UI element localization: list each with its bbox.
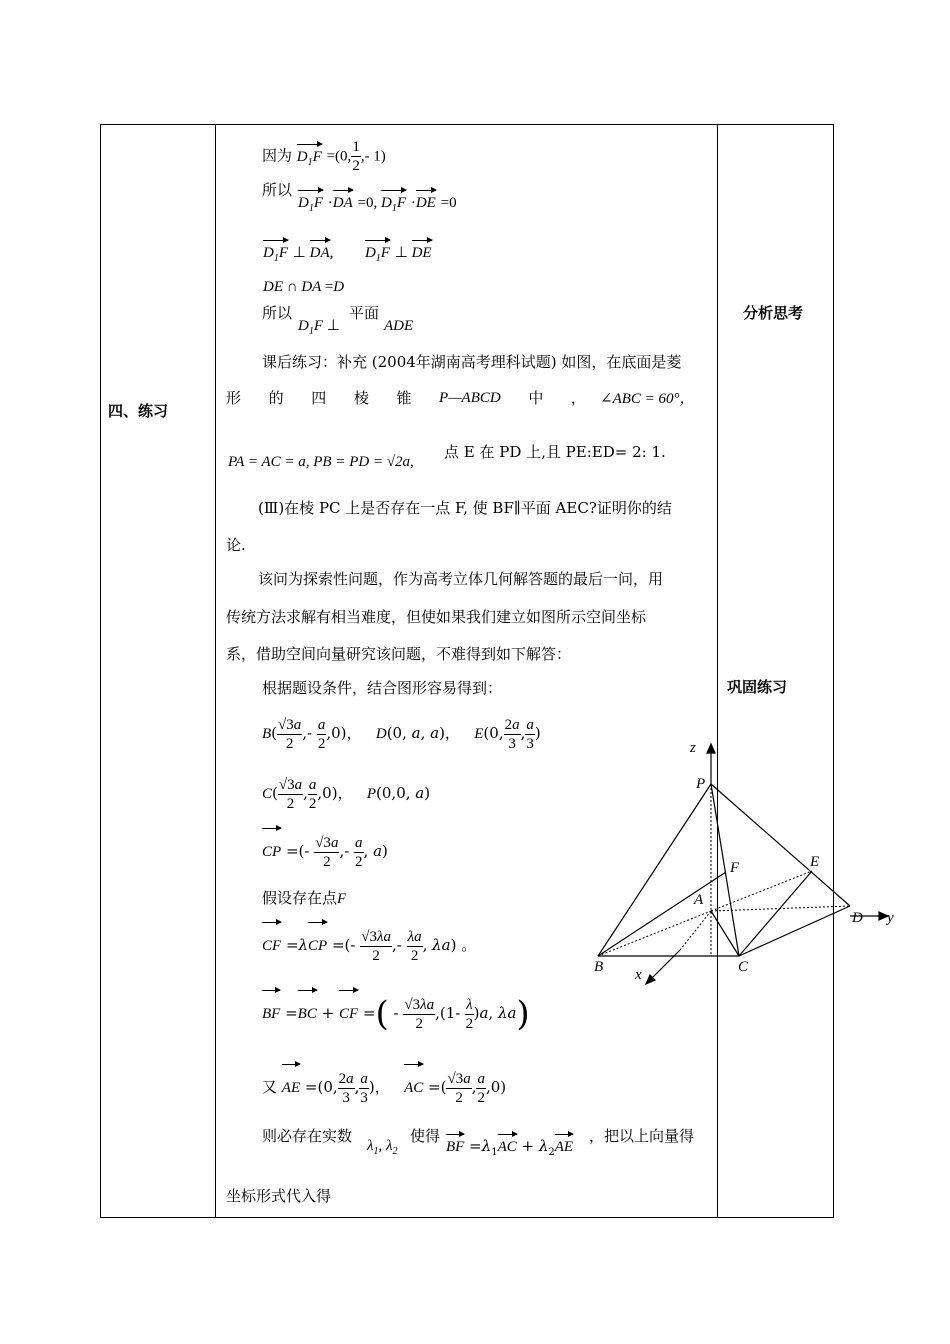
text-again: 又 bbox=[262, 1078, 278, 1096]
vector-d1f: $D_1F$ bbox=[298, 193, 323, 219]
label-a: A bbox=[694, 892, 704, 908]
label-p: P bbox=[696, 776, 706, 792]
text-assume: 假设存在点 bbox=[262, 889, 338, 907]
segment-ce bbox=[739, 871, 812, 956]
vector-ac: AC bbox=[404, 1067, 423, 1109]
math-line-plane-d1f: $D_1F$ ⊥ bbox=[298, 318, 340, 337]
label-d: D bbox=[852, 910, 863, 926]
vector-d1f: $D_1F$ bbox=[365, 243, 390, 269]
vector-da: DA bbox=[309, 245, 330, 261]
word: 四 bbox=[311, 389, 327, 407]
pyramid-figure bbox=[580, 736, 910, 986]
combination: BF $=\lambda_1AC + \lambda_2AE$ bbox=[446, 1137, 574, 1158]
vector-cf-line: CF =λCP =(- $\frac{√3\lambda a}{2}$ ,- $\frac{\lambda a}{2}$ , λa) 。 bbox=[262, 924, 476, 967]
vector-ae-ac-line: 又 AE =(0, $\frac{2a}{3}$ , $\frac{a}{3}$ )， AC =( $\frac{√3a}{2}$ , $\frac{a}{2}$ ,0) bbox=[262, 1066, 506, 1109]
paragraph-1-line1: 该问为探索性问题，作为高考立体几何解答题的最后一问，用 bbox=[258, 570, 664, 588]
label-x: x bbox=[635, 967, 642, 983]
word: 锥 bbox=[396, 389, 412, 407]
math-line-plane bbox=[262, 303, 292, 323]
vector-bc: BC bbox=[298, 993, 317, 1035]
edge-pb bbox=[598, 784, 711, 956]
coords-cp: C( $\frac{√3a}{2}$ , $\frac{a}{2}$ ,0)， P(0,0, a) bbox=[262, 776, 431, 812]
exercise-intro: 课后练习：补充 (2004年湖南高考理科试题) 如图，在底面是菱 bbox=[262, 353, 682, 371]
question-3-line2: 论. bbox=[226, 536, 246, 554]
math-line-intersect: DE ∩ DA =D bbox=[263, 279, 345, 295]
text-so: 所以 bbox=[262, 304, 293, 322]
math-line-perp: $D_1F$ ⊥ DA, $D_1F$ ⊥ DE bbox=[263, 242, 432, 269]
vector-de: DE bbox=[415, 195, 436, 211]
point-f: F bbox=[337, 891, 347, 907]
word: ， bbox=[570, 389, 586, 407]
label-z: z bbox=[690, 740, 696, 756]
angle-text: ∠ABC = 60°， bbox=[600, 391, 695, 407]
pyramid-name: P—ABCD bbox=[439, 390, 501, 406]
vector-cp-line: CP =(- $\frac{√3a}{2}$ ,- $\frac{a}{2}$ , a) bbox=[262, 830, 388, 873]
lambda-pair: $\lambda_1$, $\lambda_2$ bbox=[367, 1138, 398, 1157]
word: 中 bbox=[528, 389, 544, 407]
paragraph-1-line3: 系，借助空间向量研究该问题，不难得到如下解答： bbox=[226, 645, 572, 663]
table-border-bottom bbox=[100, 1217, 834, 1218]
vector-bf: BF bbox=[446, 1139, 465, 1155]
segment-bf bbox=[598, 872, 726, 956]
vector-bf-line: BF =BC + CF =( - $\frac{√3\lambda a}{2}$ ,(1- $\frac{\lambda}{2}$ )a, λa) bbox=[262, 994, 530, 1034]
then-line-b: 使得 bbox=[410, 1127, 441, 1145]
side-note-analysis: 分析思考 bbox=[743, 304, 804, 322]
hidden-ab bbox=[598, 911, 711, 956]
math-ade: ADE bbox=[384, 318, 414, 334]
side-note-consolidate: 巩固练习 bbox=[727, 678, 788, 696]
then-line-a: 则必存在实数 bbox=[262, 1127, 353, 1145]
math-line-dots-expr: $D_1F \cdot DA =0$, $D_1F \cdot DE =0$ bbox=[298, 192, 457, 219]
paragraph-1-line2: 传统方法求解有相当难度，但使如果我们建立如图所示空间坐标 bbox=[226, 608, 647, 626]
math-line-dots bbox=[262, 180, 292, 200]
exercise-line-2 bbox=[226, 388, 586, 408]
vector-bf: BF bbox=[262, 993, 280, 1035]
vector-da: DA bbox=[332, 195, 353, 211]
then-line-c: ，把以上向量得 bbox=[589, 1127, 695, 1145]
exercise-line-3a: PA = AC = a, PB = PD = √2a, bbox=[228, 454, 414, 470]
word: 棱 bbox=[353, 389, 369, 407]
x-axis bbox=[650, 950, 680, 980]
label-f: F bbox=[730, 860, 740, 876]
math-line-d1f: 因为 $D_1F =(0$, $\frac{1}{2}$ ,- 1) bbox=[262, 139, 386, 174]
exercise-angle bbox=[600, 388, 695, 409]
word: 形 bbox=[226, 389, 242, 407]
table-frame bbox=[100, 124, 834, 1218]
vector-ae: AE bbox=[554, 1139, 574, 1155]
vector-ac: AC bbox=[497, 1139, 517, 1155]
edge-pd bbox=[711, 784, 850, 906]
text-because: 因为 bbox=[262, 146, 293, 165]
vector-d1f: $D_1F$ bbox=[263, 243, 288, 269]
column-divider bbox=[215, 124, 216, 1218]
vector-de: DE bbox=[411, 245, 432, 261]
exercise-line-3b: 点 E 在 PD 上,且 PE:ED= 2: 1. bbox=[444, 443, 666, 461]
last-line: 坐标形式代入得 bbox=[226, 1187, 332, 1205]
label-e: E bbox=[810, 854, 820, 870]
vector-d1f: $D_1F$ bbox=[381, 193, 406, 219]
paragraph-2: 根据题设条件，结合图形容易得到： bbox=[262, 679, 503, 697]
fraction: $\frac{1}{2}$ bbox=[352, 139, 360, 174]
vector-cp: CP bbox=[262, 831, 281, 873]
table-border-right bbox=[833, 124, 834, 1218]
text-plane: 平面 bbox=[349, 304, 380, 322]
label-b: B bbox=[594, 959, 604, 975]
z-arrow bbox=[707, 744, 715, 753]
vector-cp: CP bbox=[308, 925, 327, 967]
vector-cf: CF bbox=[339, 993, 358, 1035]
edge-cd bbox=[739, 906, 850, 956]
label-c: C bbox=[738, 959, 749, 975]
vector-ae: AE bbox=[282, 1067, 300, 1109]
coords-bde: B( $\frac{√3a}{2}$ ,- $\frac{a}{2}$ ,0)， D(0, a, a)， E(0, $\frac{2a}{3}$ , $\frac{a}{3}$ ) bbox=[262, 716, 541, 752]
column-divider bbox=[717, 124, 718, 1218]
question-3-line1: (Ⅲ)在棱 PC 上是否存在一点 F, 使 BF∥平面 AEC?证明你的结 bbox=[258, 499, 672, 517]
label-y: y bbox=[887, 910, 894, 926]
table-border-top bbox=[100, 124, 834, 125]
section-label: 四、练习 bbox=[108, 402, 169, 420]
table-border-left bbox=[100, 124, 101, 1218]
vector-d1f: $D_1F$ bbox=[297, 147, 322, 173]
word: 的 bbox=[268, 389, 284, 407]
vector-cf: CF bbox=[262, 925, 281, 967]
text-so: 所以 bbox=[262, 181, 293, 199]
assume-line bbox=[262, 888, 346, 909]
